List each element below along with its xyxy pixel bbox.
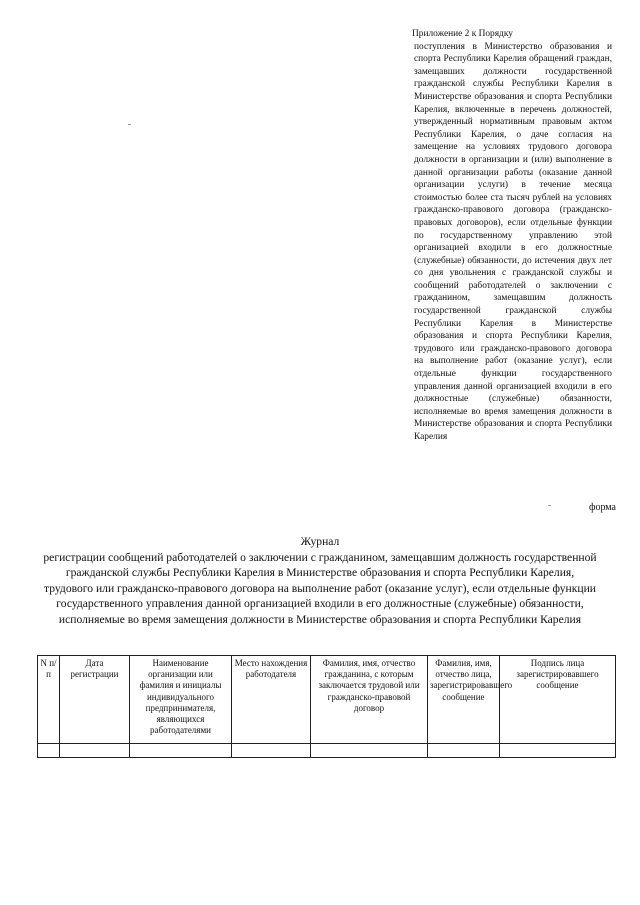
column-header: Фамилия, имя, отчество лица, зарегистрировавшего сообщение [428,656,500,744]
appendix-heading: Приложение 2 к Порядку [412,29,513,39]
column-header: Наименование организации или фамилия и инициалы индивидуального предпринимателя, являющихся работодателями [130,656,232,744]
appendix-body: поступления в Министерство образования и спорта Республики Карелия обращений граждан, замещавших должности государственной гражданской службы Республики Карелия в Министерстве образования и спорта Республики Карелия, включенные в перечень должностей, утвержденный нормативным правовым актом Республики Карелия, о даче согласия на замещение на условиях трудового договора должности в организации и (или) выполнение в данной организации работы (оказание данной организации услуги) в течение месяца стоимостью более ста тысяч рублей на условиях гражданско-правового договора (гражданско-правовых договоров), если отдельные функции по государственному управлению этой организацией входили в его должностные (служебные) обязанности, до истечения двух лет со дня увольнения с гражданской службы и сообщений работодателей о заключении с гражданином, замещавшим должность государственной гражданской службы Республики Карелия в Министерстве образования и спорта Республики Карелия, трудового или гражданско-правового договора на выполнение работ (оказание услуг), если отдельные функции государственного управления данной организацией входили в его должностные (служебные) обязанности, исполняемые во время замещения должности в Министерстве образования и спорта Республики Карелия [414,41,612,442]
column-header: Дата регистрации [60,656,130,744]
table-cell [311,744,428,758]
appendix-block [412,28,612,444]
table-row [38,744,616,758]
table-cell [38,744,60,758]
journal-title-body: регистрации сообщений работодателей о заключении с гражданином, замещавшим должность государственной гражданской службы Республики Карелия в Министерстве образования и спорта Республики Карелия, трудового или гражданско-правового договора на выполнение работ (оказание услуг), если отдельные функции государственного управления данной организацией входили в его должностные (служебные) обязанности, исполняемые во время замещения должности в Министерстве образования и спорта Республики Карелия [43,550,597,626]
journal-title-heading: Журнал [300,535,340,548]
scan-mark [128,124,131,125]
table-header-row [38,656,616,744]
scan-mark [548,505,551,506]
form-label: форма [588,502,616,513]
column-header: Фамилия, имя, отчество гражданина, с которым заключается трудовой или гражданско-правовой договор [311,656,428,744]
table-cell [232,744,311,758]
table-cell [500,744,616,758]
column-header: Подпись лица зарегистрировавшего сообщение [500,656,616,744]
column-header: Место нахождения работодателя [232,656,311,744]
table-cell [60,744,130,758]
table-cell [428,744,500,758]
table-cell [130,744,232,758]
registration-journal-table [37,655,616,758]
journal-title [40,534,600,628]
column-header: N п/п [38,656,60,744]
